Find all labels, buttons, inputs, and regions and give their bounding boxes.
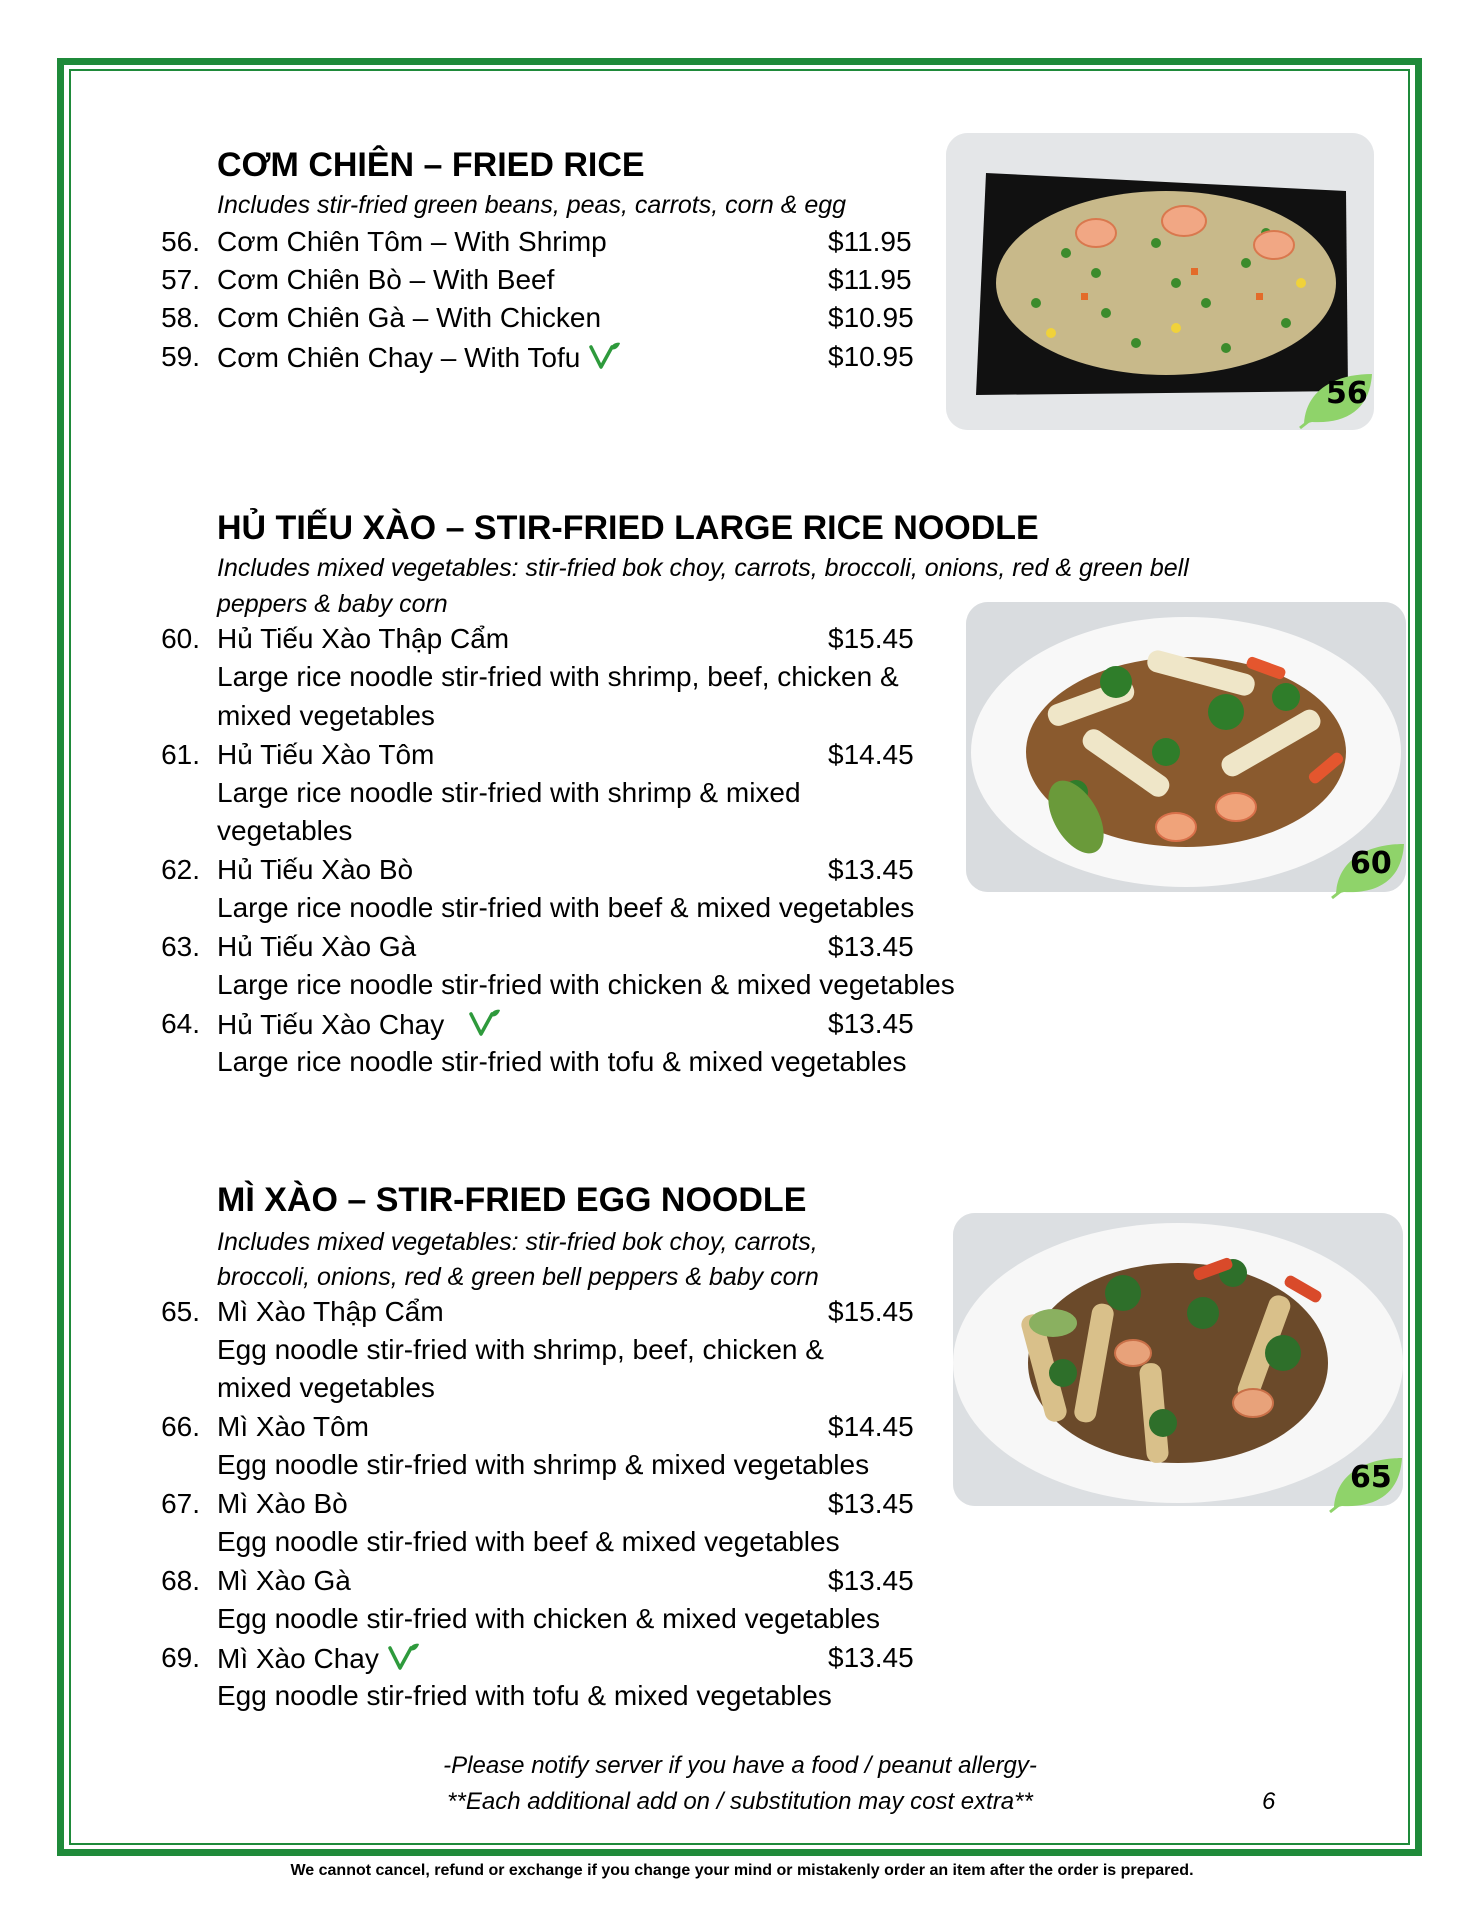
item-number: 60. <box>161 623 200 654</box>
item-name: Hủ Tiếu Xào Thập Cẩm <box>217 623 510 654</box>
item-description: Large rice noodle stir-fried with shrimp & mixed <box>217 777 801 808</box>
item-price: $10.95 <box>828 341 914 372</box>
item-description: Large rice noodle stir-fried with chicken & mixed vegetables <box>217 969 955 1000</box>
photo-badge-leaf <box>1330 838 1410 905</box>
vegetarian-leaf-icon <box>588 341 622 378</box>
allergy-notice: -Please notify server if you have a food / peanut allergy- <box>443 1752 1037 1779</box>
section-note: Includes mixed vegetables: stir-fried bok choy, carrots, <box>217 1228 818 1256</box>
item-price: $13.45 <box>828 1488 914 1519</box>
item-name: Cơm Chiên Bò – With Beef <box>217 264 555 295</box>
page-number: 6 <box>1262 1788 1276 1815</box>
item-number: 57. <box>161 264 200 295</box>
section-note: broccoli, onions, red & green bell peppers & baby corn <box>217 1263 819 1291</box>
item-number: 61. <box>161 739 200 770</box>
item-description: vegetables <box>217 815 353 846</box>
item-price: $11.95 <box>828 264 912 295</box>
section-title: CƠM CHIÊN – FRIED RICE <box>217 146 645 184</box>
item-number: 56. <box>161 226 200 257</box>
item-price: $13.45 <box>828 1008 914 1039</box>
item-description: Large rice noodle stir-fried with beef & mixed vegetables <box>217 892 915 923</box>
photo-badge-leaf <box>1328 1452 1408 1519</box>
item-name: Mì Xào Thập Cẩm <box>217 1296 444 1327</box>
photo-badge-number: 60 <box>1350 846 1392 881</box>
item-number: 65. <box>161 1296 200 1327</box>
item-name: Mì Xào Gà <box>217 1565 351 1596</box>
item-number: 58. <box>161 302 200 333</box>
photo-badge-number: 56 <box>1326 376 1368 411</box>
item-name: Mì Xào Tôm <box>217 1411 369 1442</box>
item-price: $13.45 <box>828 931 914 962</box>
photo-badge-number: 65 <box>1350 1460 1392 1495</box>
section-note: peppers & baby corn <box>217 590 448 618</box>
item-name: Hủ Tiếu Xào Chay <box>217 1008 445 1040</box>
vegetarian-leaf-icon <box>468 1008 502 1045</box>
item-number: 59. <box>161 341 200 372</box>
item-number: 62. <box>161 854 200 885</box>
item-description: Egg noodle stir-fried with shrimp, beef, chicken & <box>217 1334 824 1365</box>
item-number: 69. <box>161 1642 200 1673</box>
item-price: $15.45 <box>828 1296 914 1327</box>
item-number: 66. <box>161 1411 200 1442</box>
item-number: 67. <box>161 1488 200 1519</box>
refund-policy: We cannot cancel, refund or exchange if you change your mind or mistakenly order an item after the order is prepared. <box>290 1862 1194 1879</box>
item-description: Egg noodle stir-fried with shrimp & mixed vegetables <box>217 1449 870 1480</box>
item-price: $13.45 <box>828 1565 914 1596</box>
item-price: $11.95 <box>828 226 912 257</box>
item-description: Egg noodle stir-fried with tofu & mixed vegetables <box>217 1680 832 1711</box>
item-price: $13.45 <box>828 1642 914 1673</box>
item-description: Egg noodle stir-fried with beef & mixed vegetables <box>217 1526 840 1557</box>
item-name-wrap <box>217 1642 421 1679</box>
section-note: Includes stir-fried green beans, peas, carrots, corn & egg <box>217 191 847 219</box>
substitution-notice: **Each additional add on / substitution may cost extra** <box>447 1788 1033 1815</box>
item-name: Mì Xào Chay <box>217 1642 379 1674</box>
item-number: 63. <box>161 931 200 962</box>
item-description: mixed vegetables <box>217 700 435 731</box>
photo-badge-leaf <box>1298 368 1378 435</box>
item-name: Cơm Chiên Gà – With Chicken <box>217 302 602 333</box>
item-name: Mì Xào Bò <box>217 1488 348 1519</box>
vegetarian-leaf-icon <box>387 1642 421 1679</box>
item-description: Egg noodle stir-fried with chicken & mixed vegetables <box>217 1603 881 1634</box>
item-name: Cơm Chiên Chay – With Tofu <box>217 341 581 373</box>
item-price: $15.45 <box>828 623 914 654</box>
item-name: Hủ Tiếu Xào Tôm <box>217 739 435 770</box>
item-price: $14.45 <box>828 1411 914 1442</box>
section-note: Includes mixed vegetables: stir-fried bok choy, carrots, broccoli, onions, red & green bell <box>217 554 1189 582</box>
item-name: Hủ Tiếu Xào Gà <box>217 931 417 962</box>
item-name-wrap <box>217 1008 502 1045</box>
item-price: $10.95 <box>828 302 914 333</box>
item-name-wrap <box>217 341 622 378</box>
section-title: MÌ XÀO – STIR-FRIED EGG NOODLE <box>217 1181 807 1219</box>
item-name: Cơm Chiên Tôm – With Shrimp <box>217 226 607 257</box>
item-number: 68. <box>161 1565 200 1596</box>
item-number: 64. <box>161 1008 200 1039</box>
item-description: mixed vegetables <box>217 1372 435 1403</box>
item-price: $13.45 <box>828 854 914 885</box>
section-title: HỦ TIẾU XÀO – STIR-FRIED LARGE RICE NOODLE <box>217 509 1039 547</box>
item-description: Large rice noodle stir-fried with tofu & mixed vegetables <box>217 1046 907 1077</box>
item-description: Large rice noodle stir-fried with shrimp, beef, chicken & <box>217 661 899 692</box>
item-name: Hủ Tiếu Xào Bò <box>217 854 414 885</box>
item-price: $14.45 <box>828 739 914 770</box>
